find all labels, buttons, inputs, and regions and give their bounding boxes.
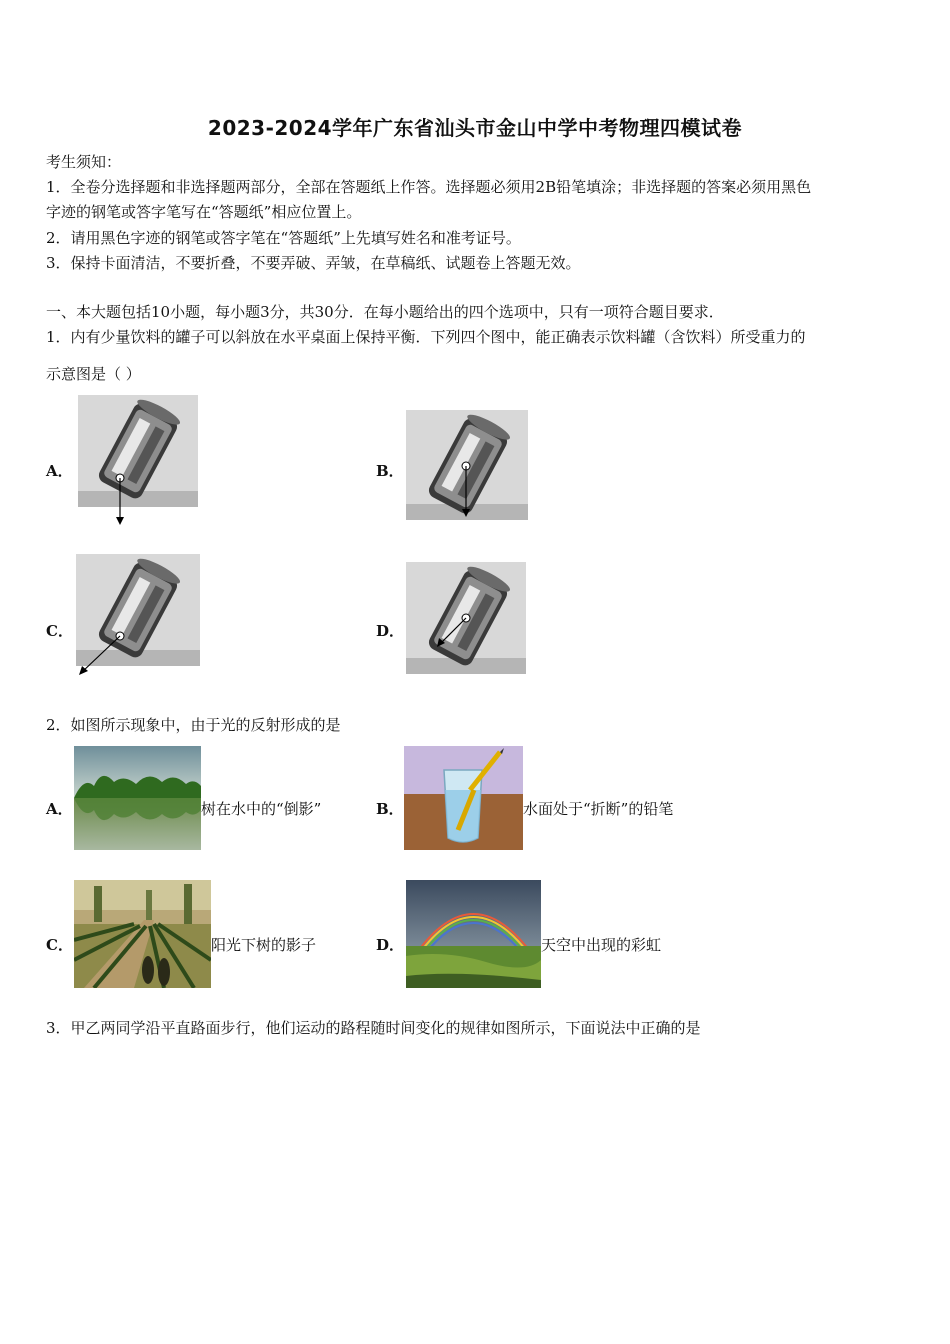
q1-stem-line2: 示意图是（ ） <box>46 365 141 383</box>
q2-option-b-label: B． <box>376 800 404 818</box>
section-heading: 一、本大题包括10小题，每小题3分，共30分．在每小题给出的四个选项中，只有一项符合题目要求． <box>46 303 724 321</box>
q2-option-d-caption: 天空中出现的彩虹 <box>541 936 662 954</box>
q2-option-a-image <box>74 746 201 850</box>
q1-option-a-image <box>78 395 198 527</box>
q2-option-d-label: D． <box>376 936 405 954</box>
q1-option-b-label: B． <box>376 462 404 480</box>
q2-option-b-image <box>404 746 523 850</box>
notice-item-1-cont: 字迹的钢笔或答字笔写在“答题纸”相应位置上。 <box>46 203 362 221</box>
q2-option-c-caption: 阳光下树的影子 <box>211 936 317 954</box>
q1-option-c-label: C． <box>46 622 73 640</box>
q1-stem-line1: 1．内有少量饮料的罐子可以斜放在水平桌面上保持平衡．下列四个图中，能正确表示饮料罐（含饮料）所受重力的 <box>46 328 806 346</box>
notice-item-3: 3．保持卡面清洁，不要折叠，不要弄破、弄皱，在草稿纸、试题卷上答题无效。 <box>46 254 581 272</box>
notice-item-1: 1．全卷分选择题和非选择题两部分，全部在答题纸上作答。选择题必须用2B铅笔填涂；非选择题的答案必须用黑色 <box>46 178 812 196</box>
q1-option-a-label: A． <box>46 462 73 480</box>
q2-option-a-label: A． <box>46 800 73 818</box>
q2-option-c-label: C． <box>46 936 73 954</box>
q2-option-d-image <box>406 880 541 988</box>
q3-stem: 3．甲乙两同学沿平直路面步行，他们运动的路程随时间变化的规律如图所示，下面说法中正确的是 <box>46 1019 701 1037</box>
q1-option-d-image <box>406 562 526 674</box>
q1-option-d-label: D． <box>376 622 405 640</box>
page-title: 2023-2024学年广东省汕头市金山中学中考物理四模试卷 <box>207 116 743 140</box>
q2-stem: 2．如图所示现象中，由于光的反射形成的是 <box>46 716 341 734</box>
q1-option-b-image <box>406 410 528 520</box>
q2-option-b-caption: 水面处于“折断”的铅笔 <box>523 800 674 818</box>
notice-heading: 考生须知： <box>46 153 122 171</box>
q2-option-a-caption: 树在水中的“倒影” <box>201 800 322 818</box>
q1-option-c-image <box>76 554 200 678</box>
q2-option-c-image <box>74 880 211 988</box>
notice-item-2: 2．请用黑色字迹的钢笔或答字笔在“答题纸”上先填写姓名和准考证号。 <box>46 229 521 247</box>
